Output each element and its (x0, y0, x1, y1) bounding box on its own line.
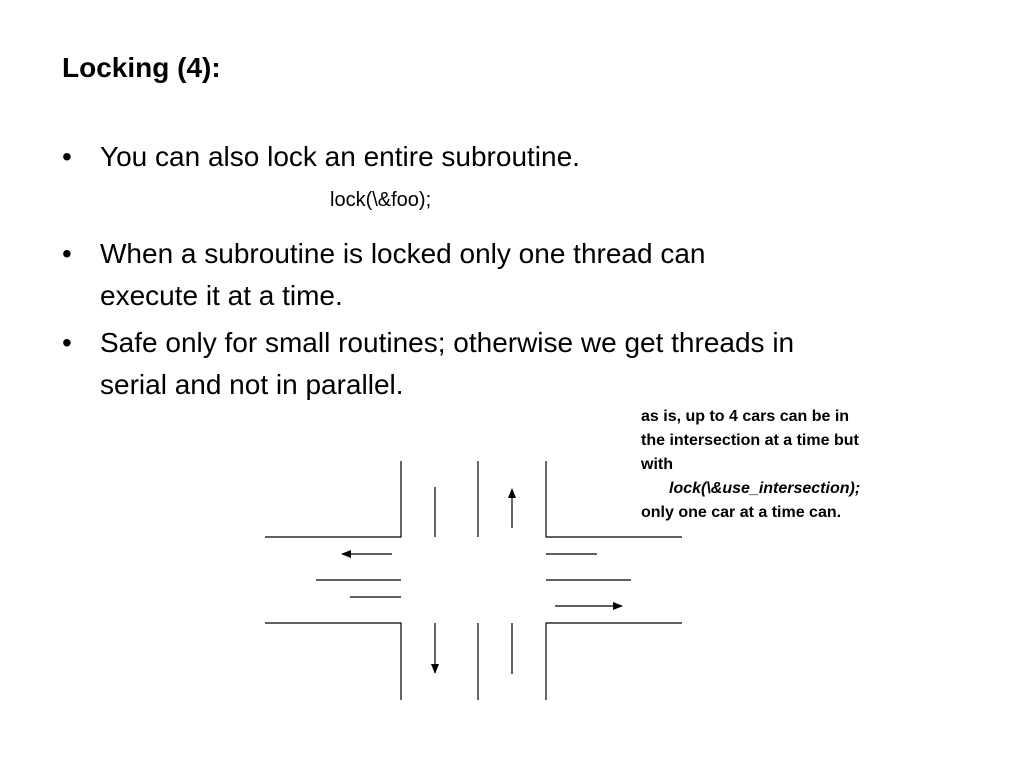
note-code-line: lock(\&use_intersection); (669, 480, 861, 497)
bullet-line: You can also lock an entire subroutine. (100, 141, 580, 172)
code-snippet: lock(\&foo); (330, 189, 432, 211)
slide-title: Locking (4): (62, 52, 221, 83)
bullet-dot: • (62, 327, 72, 358)
note-line: the intersection at a time but (641, 432, 859, 449)
note-line: only one car at a time can. (641, 504, 842, 521)
bullet-line: Safe only for small routines; otherwise we get threads in (100, 327, 795, 358)
bullet-dot: • (62, 238, 72, 269)
bullet-line: execute it at a time. (100, 280, 343, 311)
bullet-line: serial and not in parallel. (100, 369, 404, 400)
road-edge (546, 623, 682, 700)
road-edge (265, 623, 401, 700)
annotation-note (641, 405, 941, 525)
road-edge (265, 461, 401, 537)
bullet-line: When a subroutine is locked only one thread can (100, 238, 706, 269)
note-line: with (641, 456, 673, 473)
note-line: as is, up to 4 cars can be in (641, 408, 850, 425)
bullet-dot: • (62, 141, 72, 172)
